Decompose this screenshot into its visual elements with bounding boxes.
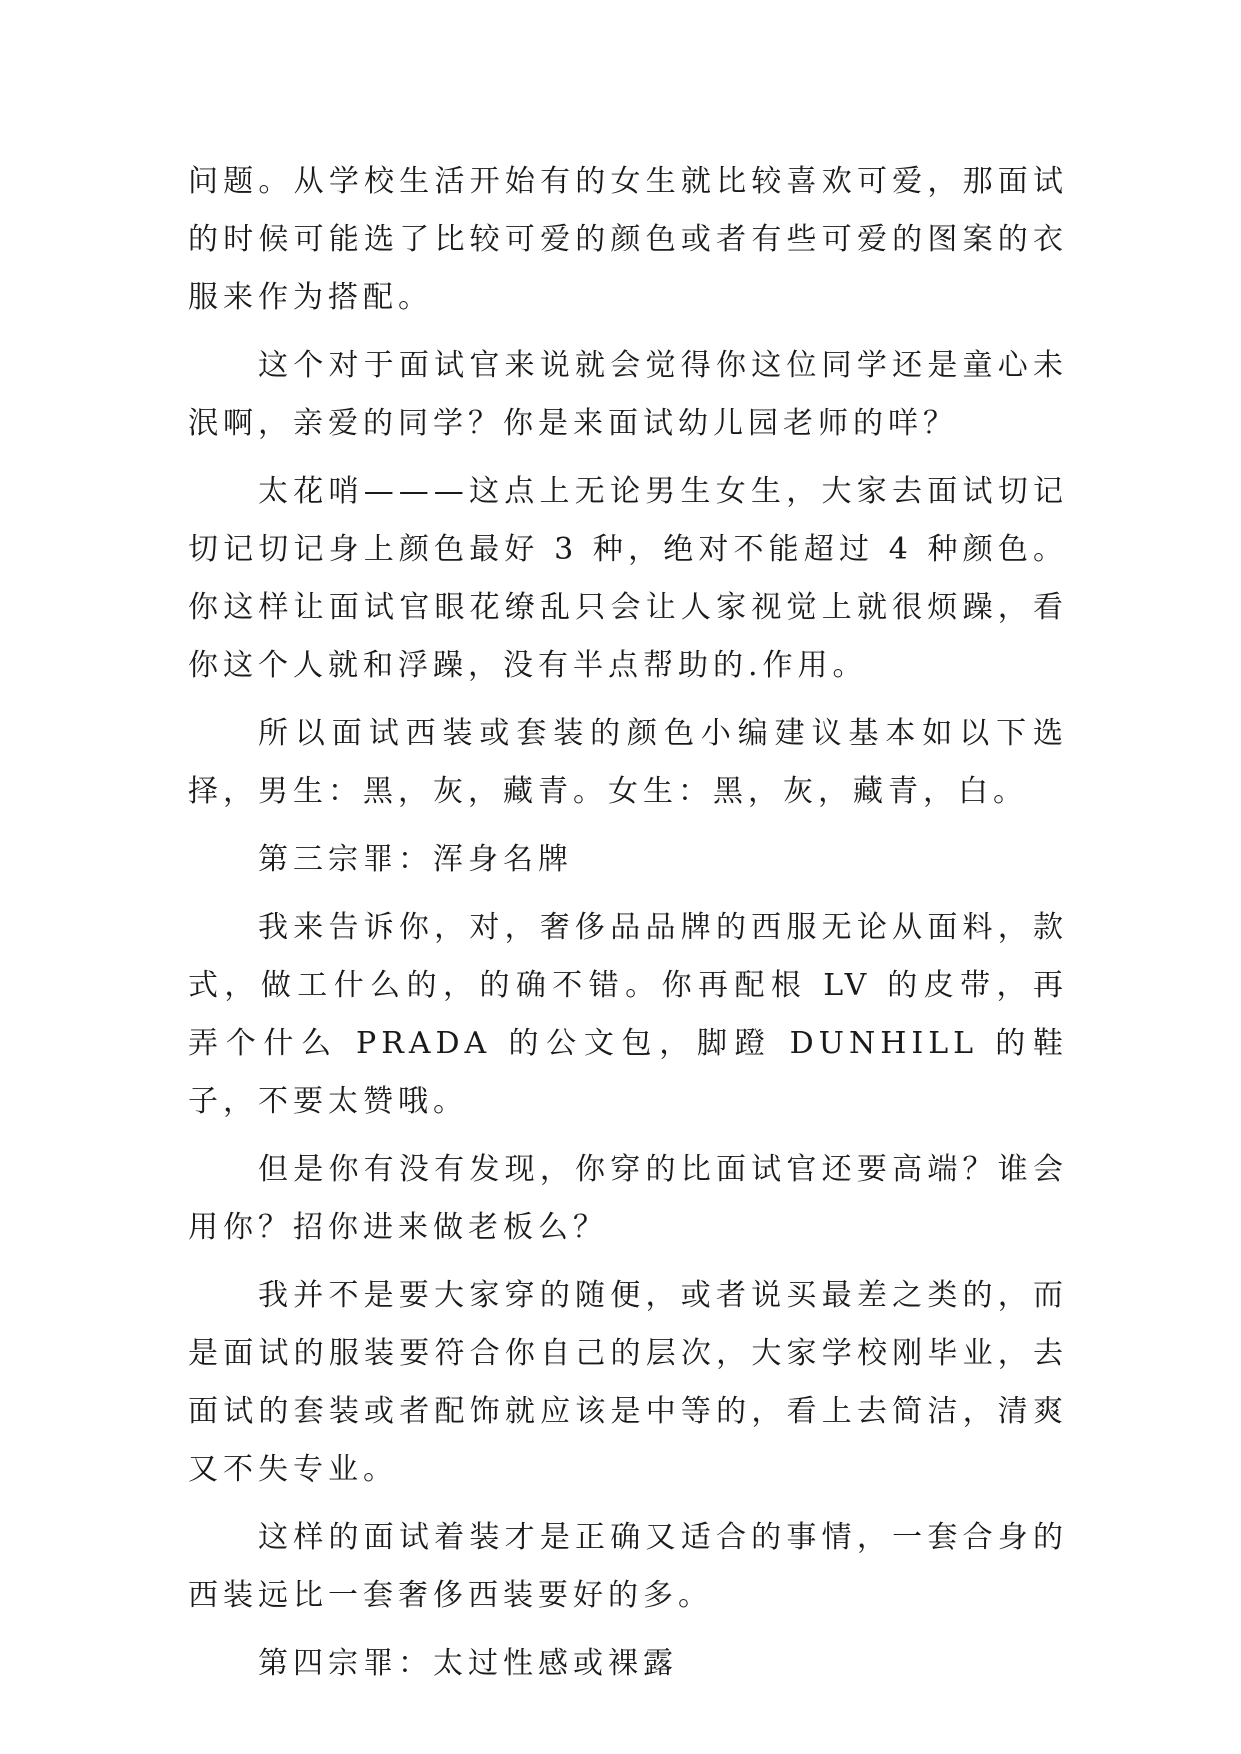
paragraph: 我来告诉你，对，奢侈品品牌的西服无论从面料，款式，做工什么的，的确不错。你再配根 LV 的皮带，再弄个什么 PRADA 的公文包，脚蹬 DUNHILL 的鞋子，不要太赞哦。 [188, 910, 1068, 1119]
paragraph: 但是你有没有发现，你穿的比面试官还要高端？谁会用你？招你进来做老板么？ [188, 1152, 1068, 1245]
paragraph: 所以面试西装或套装的颜色小编建议基本如以下选择，男生：黑，灰，藏青。女生：黑，灰，藏青，白。 [188, 716, 1068, 809]
section-heading: 第三宗罪：浑身名牌 [258, 842, 573, 877]
paragraph: 太花哨———这点上无论男生女生，大家去面试切记切记切记身上颜色最好 3 种，绝对不能超过 4 种颜色。你这样让面试官眼花缭乱只会让人家视觉上就很烦躁，看你这个人就和浮躁，没有半点帮助的.作用。 [188, 474, 1068, 683]
document-body [188, 153, 1068, 1703]
paragraph: 这样的面试着装才是正确又适合的事情，一套合身的西装远比一套奢侈西装要好的多。 [188, 1520, 1068, 1613]
paragraph: 这个对于面试官来说就会觉得你这位同学还是童心未泯啊，亲爱的同学？你是来面试幼儿园老师的咩？ [188, 348, 1068, 441]
paragraph: 问题。从学校生活开始有的女生就比较喜欢可爱，那面试的时候可能选了比较可爱的颜色或者有些可爱的图案的衣服来作为搭配。 [188, 164, 1068, 315]
section-heading: 第四宗罪：太过性感或裸露 [258, 1646, 678, 1681]
paragraph: 我并不是要大家穿的随便，或者说买最差之类的，而是面试的服装要符合你自己的层次，大家学校刚毕业，去面试的套装或者配饰就应该是中等的，看上去简洁，清爽又不失专业。 [188, 1278, 1068, 1487]
